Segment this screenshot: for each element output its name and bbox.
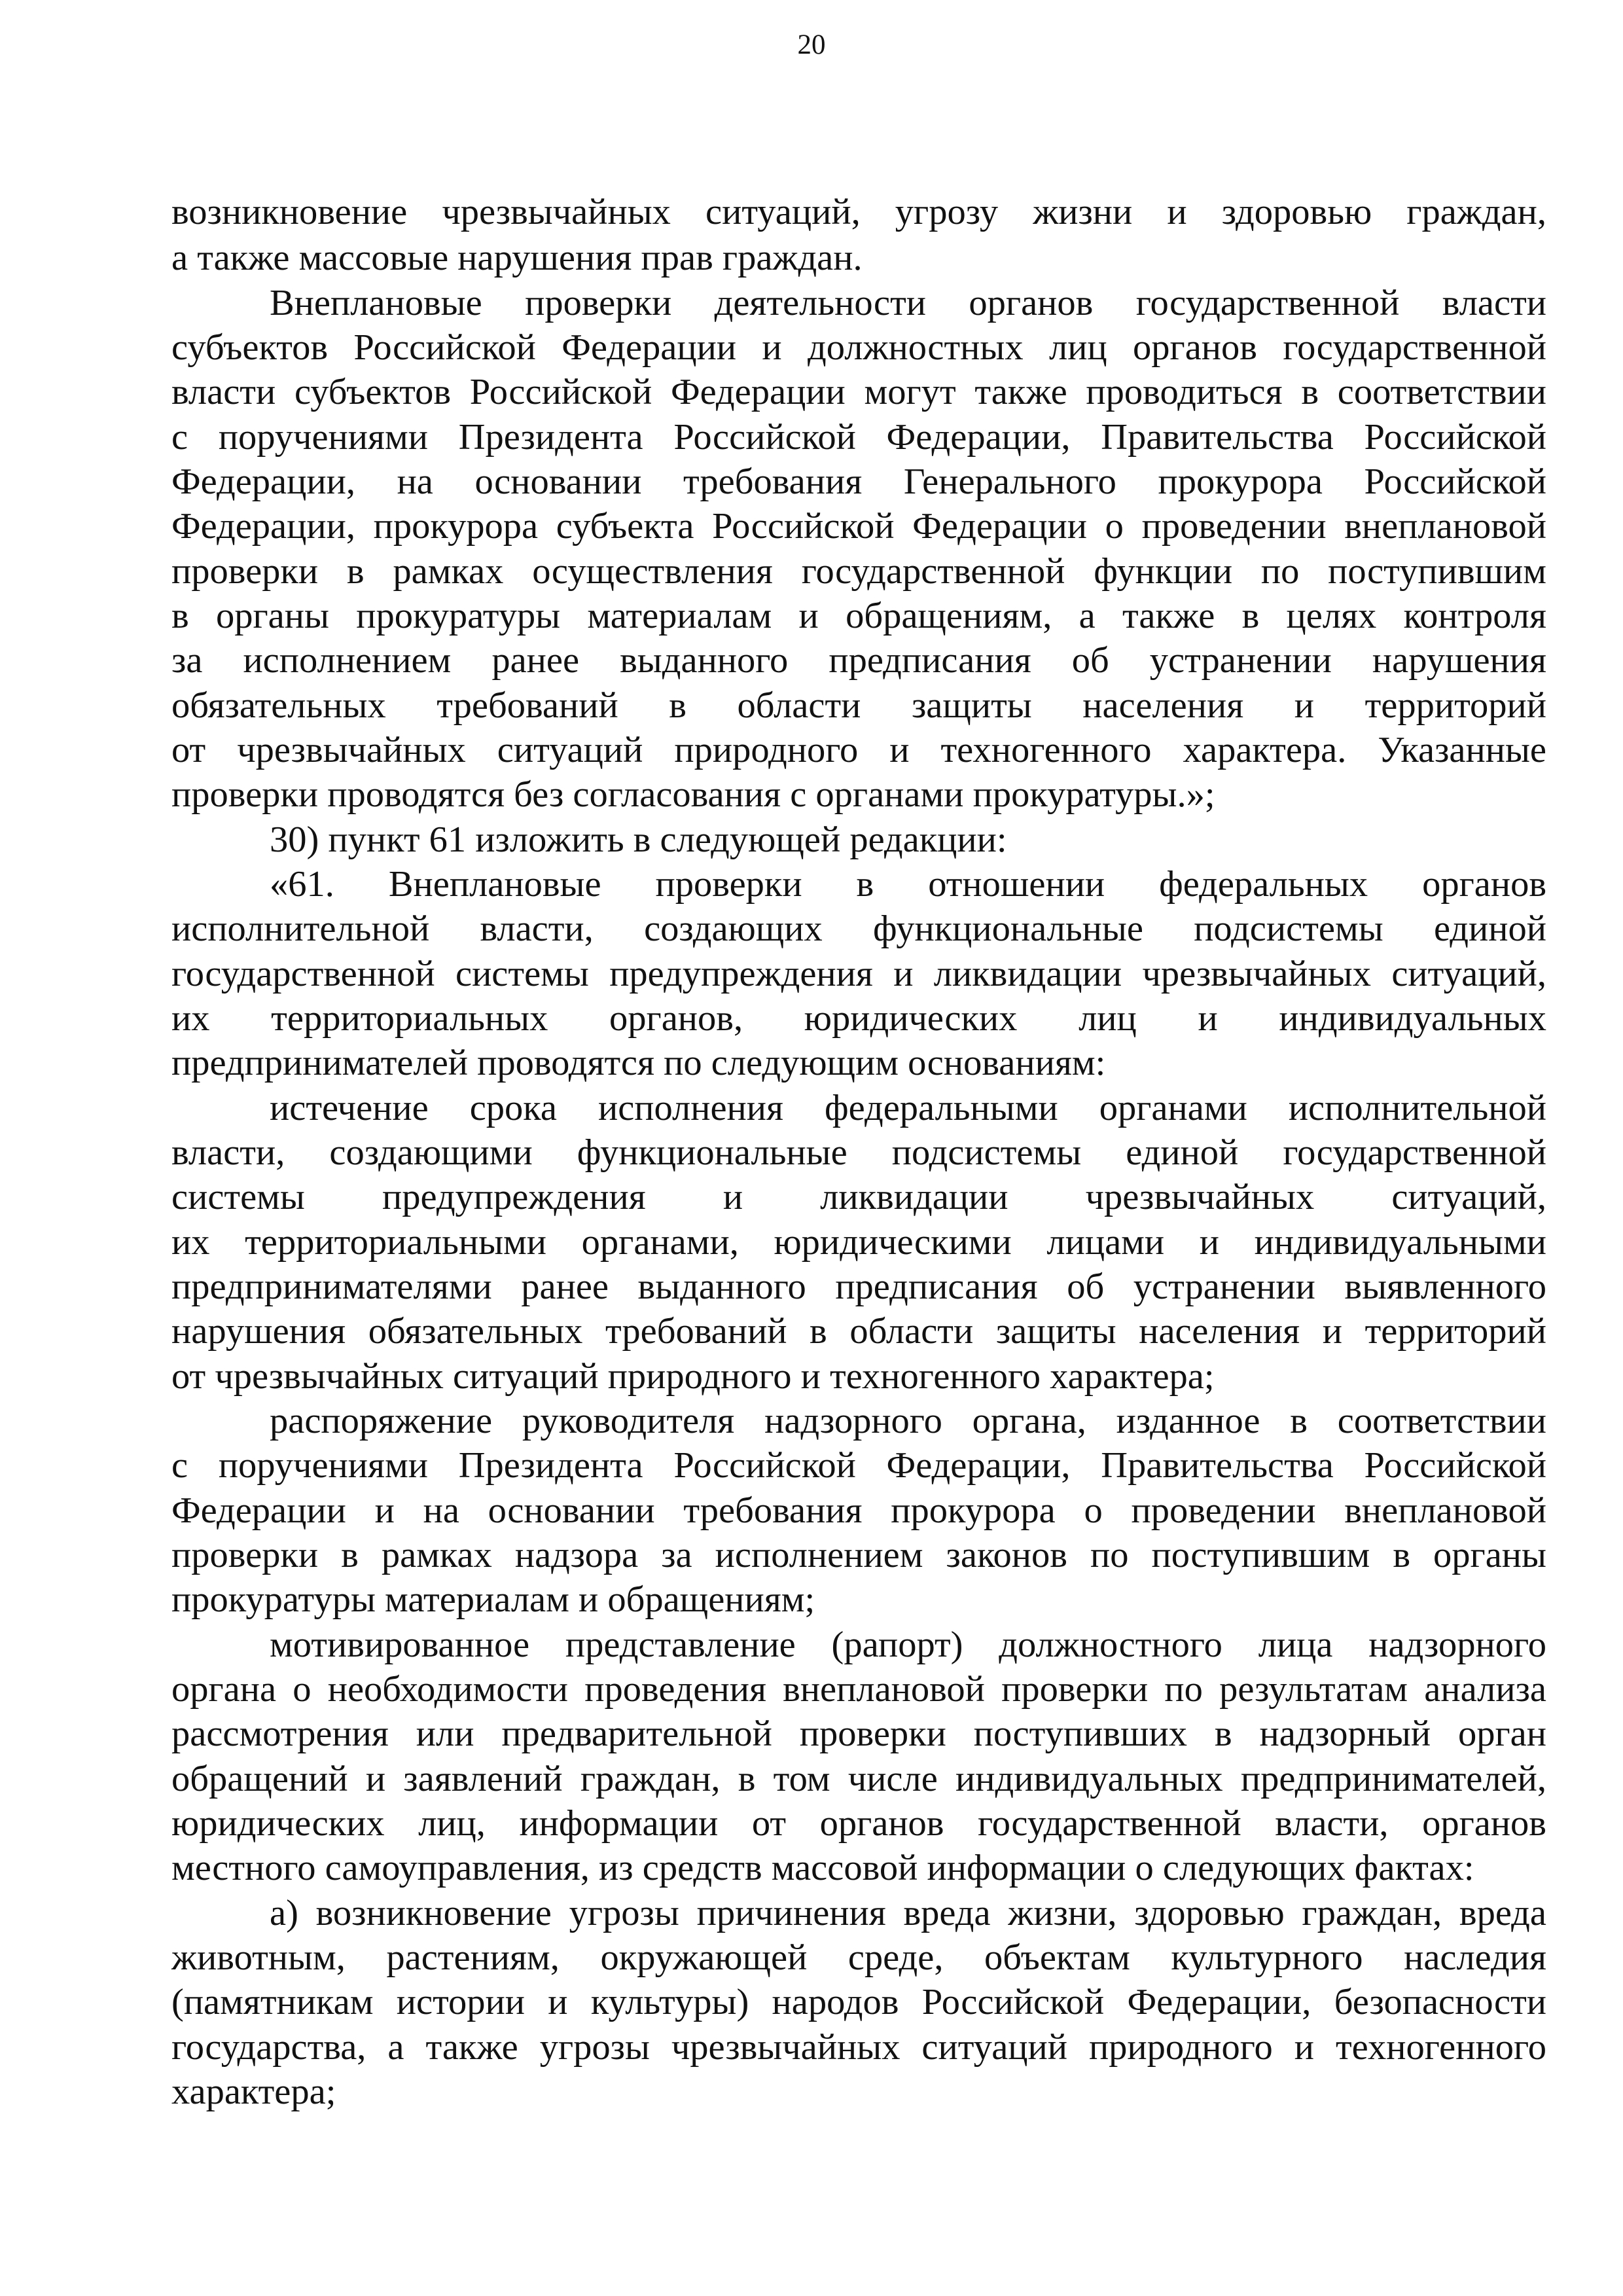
text-line: мотивированное представление (рапорт) должностного лица надзорного [270,1624,1546,1665]
text-line: обращений и заявлений граждан, в том числе индивидуальных предпринимателей, [171,1759,1546,1799]
text-line: власти субъектов Российской Федерации могут также проводиться в соответствии [171,372,1546,412]
text-line: характера; [171,2072,336,2112]
text-line: органа о необходимости проведения внеплановой проверки по результатам анализа [171,1669,1546,1710]
text-line: нарушения обязательных требований в области защиты населения и территорий [171,1311,1546,1352]
text-line: 30) пункт 61 изложить в следующей редакции: [270,819,1007,860]
text-line: проверки проводятся без согласования с органами прокуратуры.»; [171,774,1215,815]
text-line: их территориальными органами, юридическими лицами и индивидуальными [171,1222,1546,1263]
text-line: их территориальных органов, юридических лиц и индивидуальных [171,998,1546,1039]
text-line: предпринимателей проводятся по следующим основаниям: [171,1043,1106,1083]
text-line: с поручениями Президента Российской Федерации, Правительства Российской [171,417,1546,457]
text-line: исполнительной власти, создающих функциональные подсистемы единой [171,908,1546,949]
text-line: от чрезвычайных ситуаций природного и техногенного характера; [171,1356,1215,1397]
text-line: прокуратуры материалам и обращениям; [171,1579,815,1620]
text-line: государства, а также угрозы чрезвычайных ситуаций природного и техногенного [171,2027,1546,2068]
text-line: Внеплановые проверки деятельности органов государственной власти [270,283,1546,323]
text-line: субъектов Российской Федерации и должностных лиц органов государственной [171,327,1546,368]
text-line: государственной системы предупреждения и ликвидации чрезвычайных ситуаций, [171,954,1546,994]
text-line: власти, создающими функциональные подсистемы единой государственной [171,1132,1546,1173]
text-line: системы предупреждения и ликвидации чрезвычайных ситуаций, [171,1177,1546,1217]
text-line: проверки в рамках надзора за исполнением законов по поступившим в органы [171,1535,1546,1575]
text-line: юридических лиц, информации от органов государственной власти, органов [171,1803,1546,1844]
text-line: проверки в рамках осуществления государственной функции по поступившим [171,551,1546,592]
text-line: от чрезвычайных ситуаций природного и техногенного характера. Указанные [171,730,1546,770]
text-line: Федерации, прокурора субъекта Российской Федерации о проведении внеплановой [171,506,1546,547]
text-line: истечение срока исполнения федеральными органами исполнительной [270,1088,1546,1128]
text-line: возникновение чрезвычайных ситуаций, угрозу жизни и здоровью граждан, [171,192,1546,232]
text-line: обязательных требований в области защиты населения и территорий [171,685,1546,726]
text-line: животным, растениям, окружающей среде, объектам культурного наследия [171,1937,1546,1978]
text-line: за исполнением ранее выданного предписания об устранении нарушения [171,640,1546,681]
text-line: предпринимателями ранее выданного предписания об устранении выявленного [171,1266,1546,1307]
text-line: местного самоуправления, из средств массовой информации о следующих фактах: [171,1848,1474,1888]
text-line: с поручениями Президента Российской Федерации, Правительства Российской [171,1445,1546,1486]
text-line: «61. Внеплановые проверки в отношении федеральных органов [270,864,1546,905]
page-number: 20 [797,29,826,60]
text-line: Федерации, на основании требования Генерального прокурора Российской [171,461,1546,502]
text-line: распоряжение руководителя надзорного органа, изданное в соответствии [270,1401,1546,1441]
text-line: рассмотрения или предварительной проверки поступивших в надзорный орган [171,1713,1546,1754]
text-line: а также массовые нарушения прав граждан. [171,238,863,278]
text-line: Федерации и на основании требования прокурора о проведении внеплановой [171,1490,1546,1531]
text-line: в органы прокуратуры материалам и обращениям, а также в целях контроля [171,596,1546,636]
text-line: (памятникам истории и культуры) народов Российской Федерации, безопасности [171,1982,1546,2022]
text-line: а) возникновение угрозы причинения вреда жизни, здоровью граждан, вреда [270,1893,1546,1933]
